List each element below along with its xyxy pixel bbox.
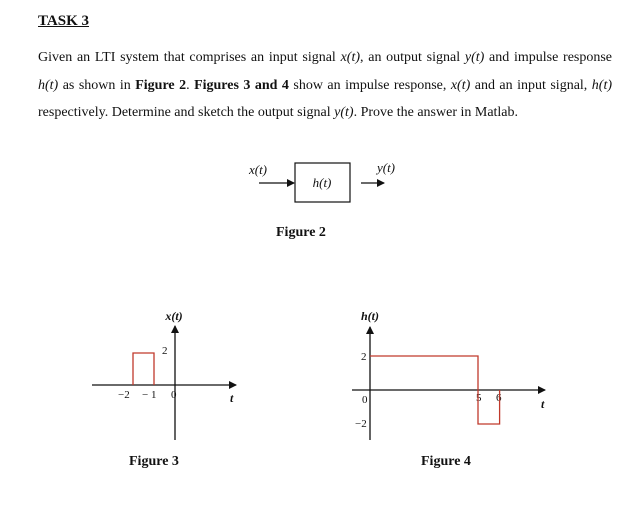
figure3-caption: Figure 3: [129, 454, 179, 469]
sym-y-t-2: y(t): [334, 105, 354, 120]
sym-h-t: h(t): [38, 77, 59, 93]
text-s5: .: [186, 77, 195, 93]
text-s4: as shown in: [58, 77, 136, 93]
figure2-reference: Figure 2: [135, 77, 187, 93]
sym-h-t-2: h(t): [591, 77, 612, 93]
fig3-tick-neg1: − 1: [142, 389, 157, 401]
text-s3: and impulse response: [484, 50, 613, 65]
fig3-amplitude-label: 2: [162, 345, 168, 357]
fig3-pulse-signal: [133, 353, 154, 385]
fig4-amp-zero: 0: [362, 394, 368, 406]
text-s9: . Prove the answer in Matlab.: [353, 105, 519, 120]
fig4-tick-6: 6: [496, 392, 502, 404]
task-title: TASK 3: [38, 13, 89, 29]
fig4-amp-neg2: −2: [355, 418, 367, 430]
figure2-caption: Figure 2: [276, 225, 326, 240]
fig4-amp-pos2: 2: [361, 351, 367, 363]
fig3-ylabel: x(t): [165, 309, 183, 323]
fig4-tick-5: 5: [476, 392, 482, 404]
fig2-input-label: x(t): [248, 162, 268, 177]
text-s1: Given an LTI system that comprises an input signal: [38, 50, 341, 65]
fig4-ylabel: h(t): [361, 309, 379, 323]
figure3-plot: [92, 309, 236, 440]
sym-x-t: x(t): [340, 50, 360, 65]
text-s2: , an output signal: [360, 50, 465, 65]
figures34-reference: Figures 3 and 4: [194, 77, 289, 93]
fig4-xlabel: t: [541, 397, 545, 411]
text-s6: show an impulse response,: [288, 77, 451, 93]
fig3-tick-neg2: −2: [118, 389, 130, 401]
fig2-block-label: h(t): [312, 175, 332, 190]
fig2-output-label: y(t): [376, 160, 396, 175]
text-s7: and an input signal,: [470, 77, 592, 93]
text-s8: respectively. Determine and sketch the output signal: [38, 105, 335, 120]
figure4-plot: [352, 309, 545, 440]
sym-y-t: y(t): [464, 50, 485, 65]
figure2-diagram: [248, 160, 395, 202]
sym-x-t-2: x(t): [450, 77, 471, 93]
fig3-tick-zero: 0: [171, 389, 177, 401]
fig3-xlabel: t: [230, 391, 234, 405]
figure4-caption: Figure 4: [421, 454, 471, 469]
